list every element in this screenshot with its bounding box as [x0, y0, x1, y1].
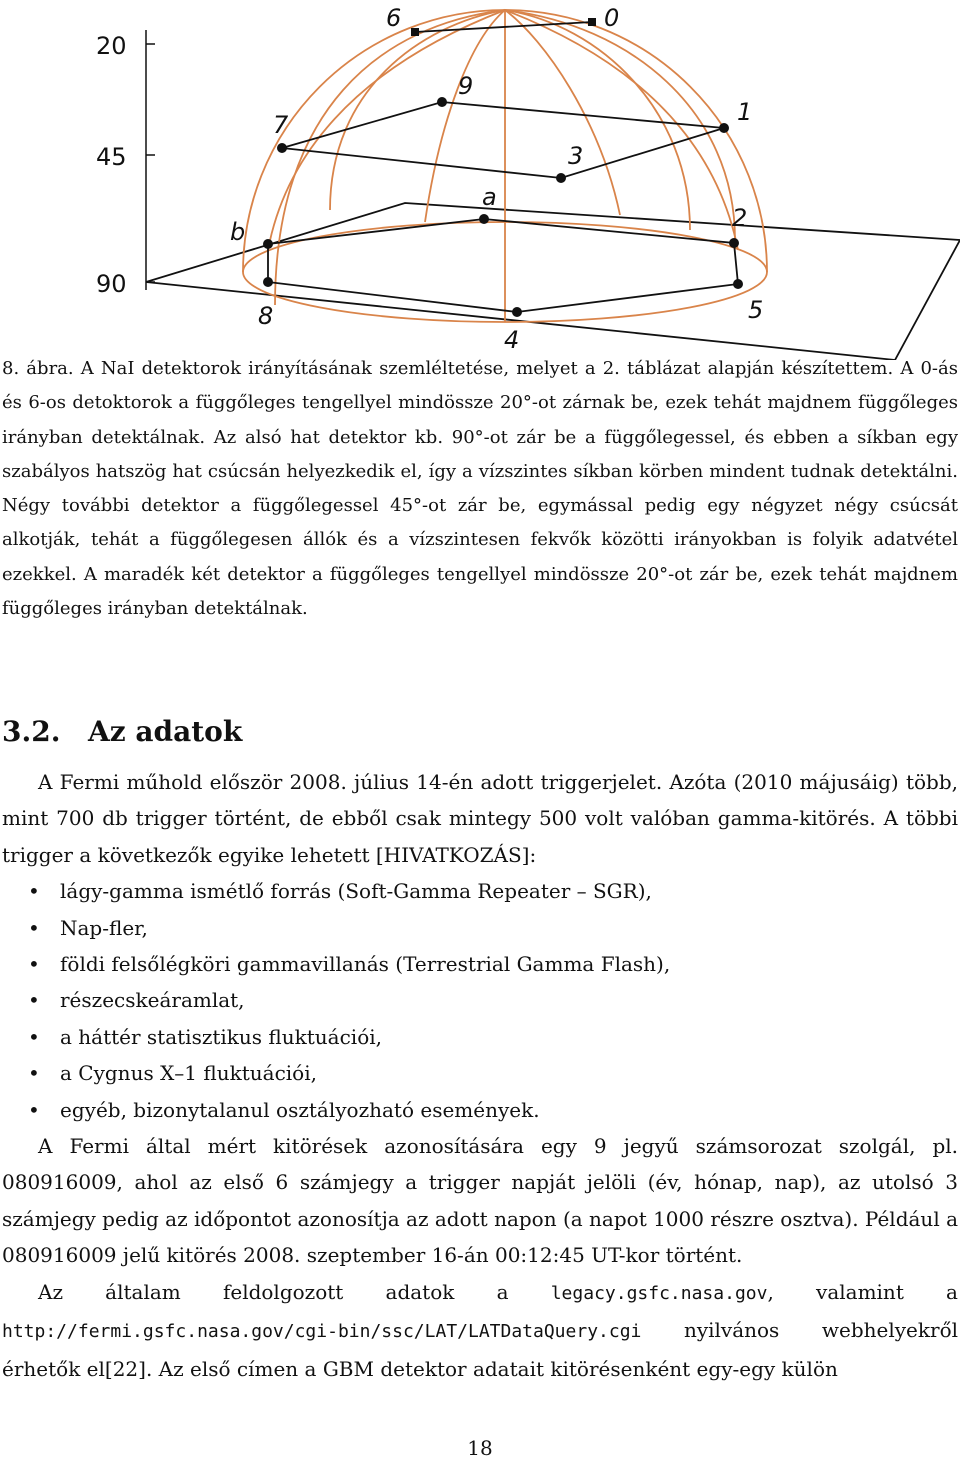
- bullet-icon: •: [28, 1024, 40, 1049]
- list-item-text: Nap-fler,: [60, 915, 148, 940]
- marker-2: [729, 238, 739, 248]
- label-b: b: [230, 218, 246, 246]
- label-6: 6: [386, 4, 402, 32]
- bullet-icon: •: [28, 879, 40, 904]
- data-source-paragraph: [2, 1274, 958, 1387]
- list-item-text: lágy-gamma ismétlő forrás (Soft-Gamma Repeater – SGR),: [60, 879, 652, 904]
- marker-b: [263, 239, 273, 249]
- bullet-icon: •: [28, 1061, 40, 1086]
- label-2: 2: [732, 204, 748, 232]
- bullet-icon: •: [28, 1097, 40, 1122]
- elevation-label-90: 90: [96, 270, 127, 298]
- trigger-type-list: [2, 873, 958, 1128]
- caption-text: A NaI detektorok irányításának szemléltetése, melyet a 2. táblázat alapján készítettem. A 0-ás és 6-os detoktorok a függőleges tengellyel mindössze 20°-ot zárnak be, ezek tehát majdnem függőleges irányban detektálnak. Az alsó hat detektor kb. 90°-ot zár be a függőlegessel, és ebben a síkban egy szabályos hatszög hat csúcsán helyezkedik el, így a vízszintes síkban körben mindent tudnak detektálni. Négy további detektor a függőlegessel 45°-ot zár be, egymással pedig egy négyzet négy csúcsát alkotják, tehát a függőlegesen állók és a vízszintesen fekvők közötti irányokban is folyik adatvétel ezekkel. A maradék két detektor a függőleges tengellyel mindössze 20°-ot zár be, ezek tehát majdnem függőleges irányban detektálnak.: [2, 358, 958, 620]
- data-source-text-start: Az általam feldolgozott adatok a: [38, 1279, 551, 1304]
- marker-9: [437, 97, 447, 107]
- label-a: a: [482, 183, 497, 211]
- section-number: 3.2.: [2, 715, 61, 748]
- list-item: [2, 982, 958, 1018]
- figure-caption: [2, 352, 958, 626]
- list-item-text: egyéb, bizonytalanul osztályozható események.: [60, 1097, 540, 1122]
- section-body: [2, 764, 958, 1387]
- page-number: 18: [467, 1436, 493, 1460]
- label-8: 8: [258, 302, 274, 330]
- list-item: [2, 910, 958, 946]
- label-3: 3: [568, 142, 584, 170]
- elevation-label-20: 20: [96, 32, 127, 60]
- detector-orientation-figure: [0, 0, 960, 360]
- grb-id-paragraph: A Fermi által mért kitörések azonosítására egy 9 jegyű számsorozat szolgál, pl. 080916009, ahol az első 6 számjegy a trigger napját jelöli (év, hónap, nap), az utolsó 3 számjegy pedig az időpontot azonosítja az adott napon (a napot 1000 részre osztva). Például a 080916009 jelű kitörés 2008. szeptember 16-án 00:12:45 UT-kor történt.: [2, 1134, 958, 1268]
- marker-7: [277, 143, 287, 153]
- list-item-text: részecskeáramlat,: [60, 988, 245, 1013]
- bullet-icon: •: [28, 915, 40, 940]
- meridian-left: [268, 10, 505, 250]
- list-item: [2, 1055, 958, 1091]
- fermi-url-link[interactable]: http://fermi.gsfc.nasa.gov/cgi-bin/ssc/LAT/LATDataQuery.cgi: [2, 1321, 642, 1343]
- list-item: [2, 1092, 958, 1128]
- label-9: 9: [458, 72, 474, 100]
- marker-3: [556, 173, 566, 183]
- legacy-url-link[interactable]: legacy.gsfc.nasa.gov: [550, 1282, 768, 1304]
- list-item: [2, 873, 958, 909]
- bullet-icon: •: [28, 988, 40, 1013]
- caption-label: 8. ábra.: [2, 358, 74, 379]
- marker-8: [263, 277, 273, 287]
- data-source-text-mid: , valamint a: [767, 1279, 958, 1304]
- label-1: 1: [737, 98, 753, 126]
- marker-a: [479, 214, 489, 224]
- section-title-text: Az adatok: [88, 715, 243, 748]
- label-0: 0: [604, 4, 620, 32]
- detector-diagram: [0, 0, 960, 360]
- list-item: [2, 946, 958, 982]
- meridian-right: [505, 10, 738, 250]
- data-source-text-end: nyilvános webhelyekről érhetők el[22]. Az első címen a GBM detektor adatait kitörésenként egy-egy külön: [2, 1318, 958, 1381]
- label-7: 7: [273, 111, 289, 139]
- bullet-icon: •: [28, 952, 40, 977]
- label-4: 4: [504, 326, 520, 354]
- list-item: [2, 1019, 958, 1055]
- marker-4: [512, 307, 522, 317]
- marker-1: [719, 123, 729, 133]
- list-item-text: a háttér statisztikus fluktuációi,: [60, 1024, 383, 1049]
- marker-5: [733, 279, 743, 289]
- top-pair-line: [415, 22, 592, 32]
- detector-markers: [263, 18, 743, 317]
- marker-6: [411, 28, 419, 36]
- marker-0: [588, 18, 596, 26]
- elevation-label-45: 45: [96, 143, 127, 171]
- label-5: 5: [748, 296, 764, 324]
- dome-arcs: [243, 10, 767, 322]
- list-item-text: a Cygnus X–1 fluktuációi,: [60, 1061, 317, 1086]
- intro-paragraph: A Fermi műhold először 2008. július 14-én adott triggerjelet. Azóta (2010 májusáig) több, mint 700 db trigger történt, de ebből csak mintegy 500 volt valóban gamma-kitörés. A többi trigger a következők egyike lehetett [HIVATKOZÁS]:: [2, 770, 958, 867]
- list-item-text: földi felsőlégköri gammavillanás (Terrestrial Gamma Flash),: [60, 952, 671, 977]
- section-heading: [2, 712, 242, 752]
- detector-labels: [230, 4, 763, 354]
